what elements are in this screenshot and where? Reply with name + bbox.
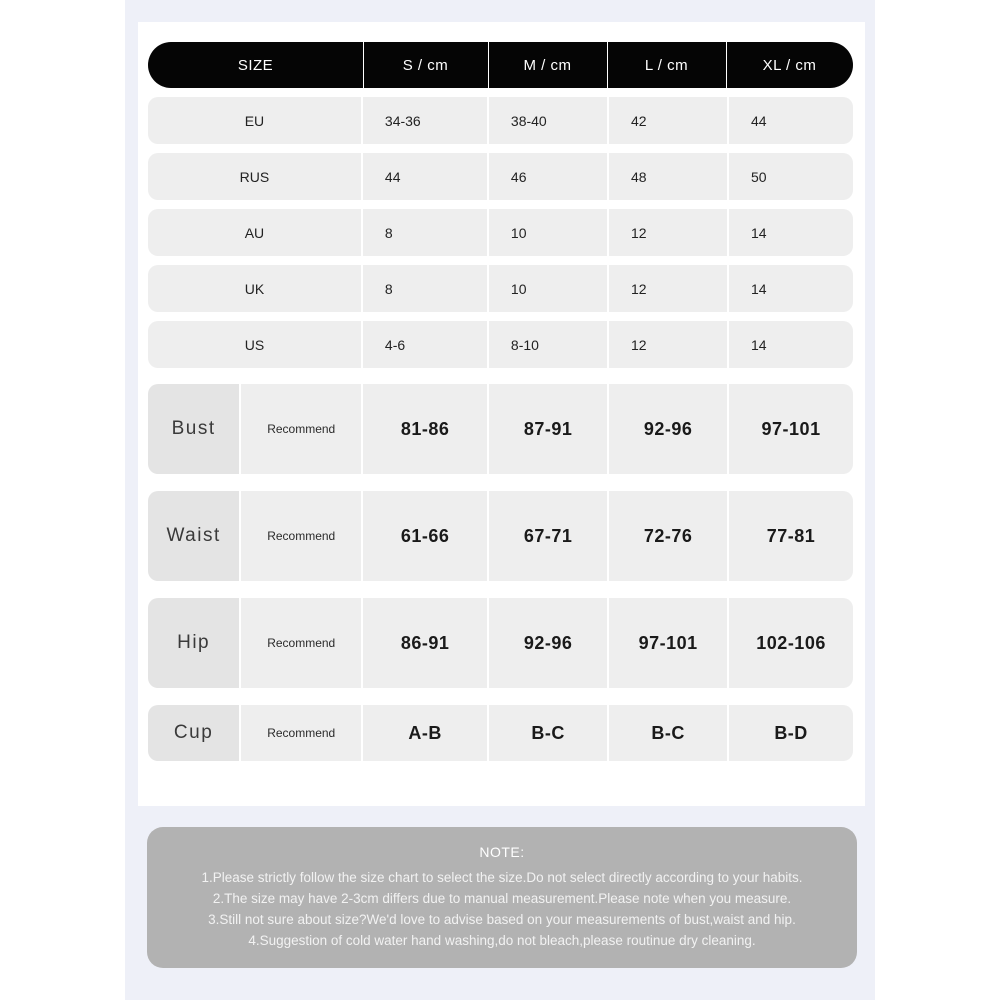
measurement-recommend: Recommend <box>241 491 361 581</box>
table-row <box>148 321 853 368</box>
measurement-value-m: 67-71 <box>489 491 607 581</box>
measurement-recommend: Recommend <box>241 705 361 761</box>
row-value-xl: 14 <box>729 209 853 256</box>
row-label: EU <box>148 97 361 144</box>
row-value-s: 34-36 <box>363 97 487 144</box>
note-line-3: 3.Still not sure about size?We'd love to advise based on your measurements of bust,waist and hip. <box>208 912 796 927</box>
note-title: NOTE: <box>479 844 525 860</box>
header-cell-xl: XL / cm <box>726 42 853 88</box>
measurement-value-s: 61-66 <box>363 491 487 581</box>
row-value-l: 12 <box>609 321 727 368</box>
row-value-s: 44 <box>363 153 487 200</box>
row-value-l: 48 <box>609 153 727 200</box>
measurement-value-xl: 102-106 <box>729 598 853 688</box>
header-cell-size: SIZE <box>237 56 274 74</box>
measurement-label: Cup <box>148 705 239 761</box>
measurement-value-m: 87-91 <box>489 384 607 474</box>
size-table <box>148 42 853 770</box>
measurement-value-l: B-C <box>609 705 727 761</box>
measurement-recommend: Recommend <box>241 598 361 688</box>
measurement-label: Bust <box>148 384 239 474</box>
table-row <box>148 97 853 144</box>
table-row <box>148 153 853 200</box>
table-row <box>148 265 853 312</box>
measurement-value-m: 92-96 <box>489 598 607 688</box>
measurement-value-s: A-B <box>363 705 487 761</box>
row-value-m: 10 <box>489 209 607 256</box>
note-line-2: 2.The size may have 2-3cm differs due to manual measurement.Please note when you measure. <box>212 891 792 906</box>
table-header-row <box>148 42 853 88</box>
row-value-m: 8-10 <box>489 321 607 368</box>
row-value-m: 10 <box>489 265 607 312</box>
size-table-card <box>138 22 865 806</box>
row-label: US <box>148 321 361 368</box>
measurement-value-l: 72-76 <box>609 491 727 581</box>
row-label: AU <box>148 209 361 256</box>
table-row <box>148 209 853 256</box>
row-value-s: 8 <box>363 265 487 312</box>
note-line-4: 4.Suggestion of cold water hand washing,do not bleach,please routinue dry cleaning. <box>248 933 756 948</box>
row-value-l: 12 <box>609 209 727 256</box>
row-value-m: 38-40 <box>489 97 607 144</box>
note-panel <box>147 827 857 968</box>
measurement-row <box>148 384 853 474</box>
measurement-value-s: 81-86 <box>363 384 487 474</box>
measurement-recommend: Recommend <box>241 384 361 474</box>
measurement-value-s: 86-91 <box>363 598 487 688</box>
row-label: UK <box>148 265 361 312</box>
measurement-value-xl: 77-81 <box>729 491 853 581</box>
measurement-value-l: 97-101 <box>609 598 727 688</box>
row-value-s: 8 <box>363 209 487 256</box>
measurement-label: Hip <box>148 598 239 688</box>
row-label: RUS <box>148 153 361 200</box>
header-cell-s: S / cm <box>363 42 488 88</box>
row-value-xl: 44 <box>729 97 853 144</box>
header-cell-m: M / cm <box>488 42 607 88</box>
row-value-m: 46 <box>489 153 607 200</box>
measurement-value-xl: 97-101 <box>729 384 853 474</box>
row-value-s: 4-6 <box>363 321 487 368</box>
measurement-value-l: 92-96 <box>609 384 727 474</box>
row-value-xl: 14 <box>729 265 853 312</box>
row-value-l: 12 <box>609 265 727 312</box>
measurement-label: Waist <box>148 491 239 581</box>
measurement-value-m: B-C <box>489 705 607 761</box>
header-cell-l: L / cm <box>607 42 726 88</box>
measurement-row <box>148 598 853 688</box>
row-value-xl: 14 <box>729 321 853 368</box>
note-line-1: 1.Please strictly follow the size chart to select the size.Do not select directly according to your habits. <box>201 870 803 885</box>
measurement-row <box>148 705 853 761</box>
row-value-xl: 50 <box>729 153 853 200</box>
measurement-row <box>148 491 853 581</box>
row-value-l: 42 <box>609 97 727 144</box>
measurement-value-xl: B-D <box>729 705 853 761</box>
